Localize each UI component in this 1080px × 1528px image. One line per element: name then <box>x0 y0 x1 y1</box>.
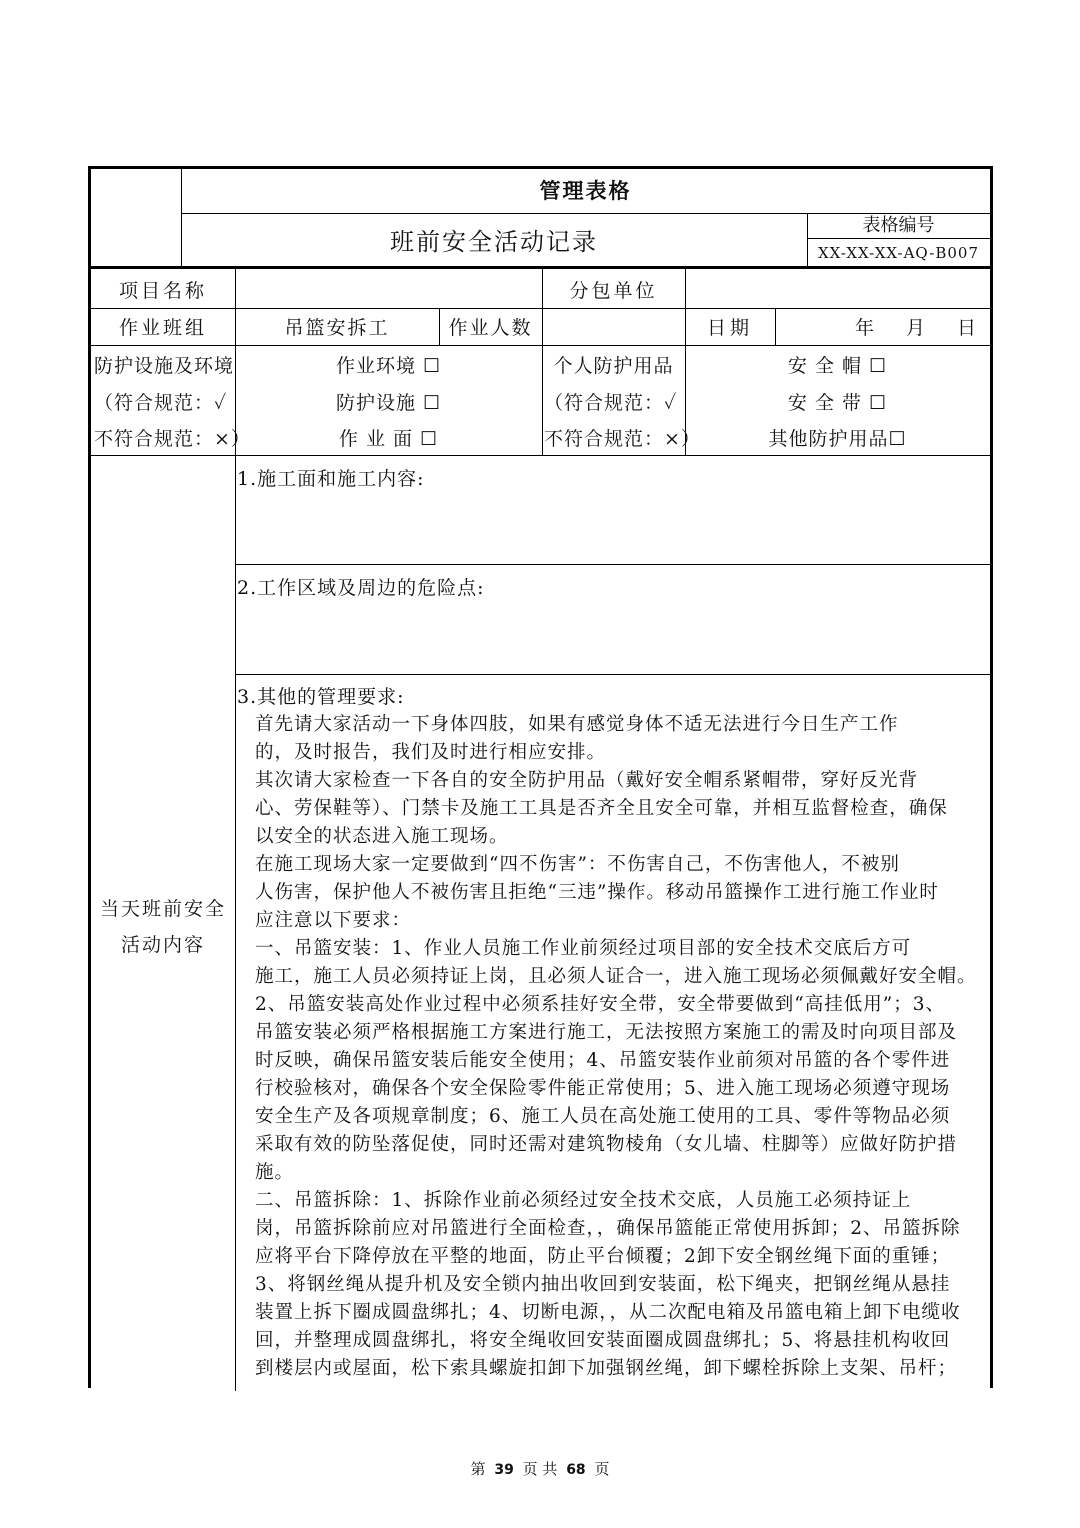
date-label: 日期 <box>706 317 753 339</box>
work-team-label: 作业班组 <box>118 317 207 339</box>
text-line: 人伤害，保护他人不被伤害且拒绝“三违”操作。移动吊篮操作工进行施工作业时 <box>255 882 939 903</box>
text-line: 一、吊篮安装：1、作业人员施工作业前须经过项目部的安全技术交底后方可 <box>255 938 912 959</box>
header-divider-code-row <box>807 238 990 239</box>
text-line: 到楼层内或屋面，松下索具螺旋扣卸下加强钢丝绳，卸下螺栓拆除上支架、吊杆； <box>255 1358 958 1379</box>
col-divider-date <box>775 308 776 345</box>
form-number-label: 表格编号 <box>862 215 935 236</box>
text-line: 应注意以下要求： <box>255 910 412 931</box>
header-divider-mid <box>181 213 990 214</box>
text-line: 2、吊篮安装高处作业过程中必须系挂好安全带，安全带要做到“高挂低用”；3、 <box>255 994 945 1015</box>
subcontractor-label: 分包单位 <box>569 280 658 302</box>
text-line: 装置上拆下圈成圆盘绑扎；4、切断电源，，从二次配电箱及吊篮电箱上卸下电缆收 <box>255 1302 961 1323</box>
text-line: 安全生产及各项规章制度；6、施工人员在高处施工使用的工具、零件等物品必须 <box>255 1106 951 1127</box>
text-line: 岗，吊篮拆除前应对吊篮进行全面检查，，确保吊篮能正常使用拆卸；2、吊篮拆除 <box>255 1218 961 1239</box>
work-team-value[interactable]: 吊篮安拆工 <box>284 317 390 339</box>
env-protection-label: 防护设施及环境 <box>94 355 235 377</box>
text-line: 吊篮安装必须严格根据施工方案进行施工，无法按照方案施工的需及时向项目部及 <box>255 1022 958 1043</box>
row-divider-2 <box>91 345 990 346</box>
text-line: 回，并整理成圆盘绑扎，将安全绳收回安装面圈成圆盘绑扎；5、将悬挂机构收回 <box>255 1330 951 1351</box>
management-requirements-text <box>255 711 987 1383</box>
text-line: 3、将钢丝绳从提升机及安全锁内抽出收回到安装面，松下绳夹，把钢丝绳从悬挂 <box>255 1274 951 1295</box>
form-number: XX-XX-XX-AQ-B007 <box>817 244 979 262</box>
section-management-heading: 3.其他的管理要求: <box>237 686 405 708</box>
ppe-compliant-note: （符合规范：✓ <box>544 392 678 414</box>
env-protection-noncompliant-note: 不符合规范：×） <box>94 428 251 450</box>
checkbox-work-surface[interactable]: 作 业 面 ☐ <box>338 428 439 450</box>
ppe-label: 个人防护用品 <box>553 355 674 377</box>
text-line: 在施工现场大家一定要做到“四不伤害”：不伤害自己，不伤害他人，不被别 <box>255 854 900 875</box>
section-divider-2 <box>235 674 990 675</box>
header-bottom-border <box>91 266 990 269</box>
worker-count-label: 作业人数 <box>448 317 533 339</box>
checkbox-work-environment[interactable]: 作业环境 ☐ <box>335 355 442 377</box>
activity-content-label-line2: 活动内容 <box>120 934 205 956</box>
footer-suffix: 页 <box>594 1460 610 1478</box>
section-hazards-heading: 2.工作区域及周边的危险点: <box>237 577 485 599</box>
env-protection-compliant-note: （符合规范：✓ <box>94 392 228 414</box>
text-line: 应将平台下降停放在平整的地面，防止平台倾覆；2卸下安全钢丝绳下面的重锤； <box>255 1246 951 1267</box>
date-month[interactable]: 月 <box>906 317 926 339</box>
text-line: 其次请大家检查一下各自的安全防护用品（戴好安全帽系紧帽带，穿好反光背 <box>255 770 919 791</box>
ppe-noncompliant-note: 不符合规范：×） <box>544 428 701 450</box>
text-line: 行校验核对，确保各个安全保险零件能正常使用；5、进入施工现场必须遵守现场 <box>255 1078 951 1099</box>
current-page-number: 39 <box>494 1462 514 1478</box>
page-footer <box>0 1458 1080 1479</box>
text-line: 的，及时报告，我们及时进行相应安排。 <box>255 742 607 763</box>
form-table <box>88 166 993 1388</box>
text-line: 首先请大家活动一下身体四肢，如果有感觉身体不适无法进行今日生产工作 <box>255 714 899 735</box>
section-divider-1 <box>235 564 990 565</box>
total-page-number: 68 <box>566 1462 586 1478</box>
checkbox-other-ppe[interactable]: 其他防护用品☐ <box>768 428 907 450</box>
text-line: 心、劳保鞋等）、门禁卡及施工工具是否齐全且安全可靠，并相互监督检查，确保 <box>255 798 948 819</box>
checkbox-safety-helmet[interactable]: 安 全 帽 ☐ <box>787 355 888 377</box>
date-year[interactable]: 年 <box>855 317 875 339</box>
row-divider-1 <box>91 308 990 309</box>
text-line: 时反映，确保吊篮安装后能安全使用；4、吊篮安装作业前须对吊篮的各个零件进 <box>255 1050 951 1071</box>
form-title: 班前安全活动记录 <box>390 228 598 256</box>
section-work-content-heading: 1.施工面和施工内容: <box>237 468 425 490</box>
text-line: 采取有效的防坠落促使，同时还需对建筑物棱角（女儿墙、柱脚等）应做好防护措 <box>255 1134 958 1155</box>
text-line: 施工，施工人员必须持证上岗，且必须人证合一，进入施工现场必须佩戴好安全帽。 <box>255 966 977 987</box>
date-day[interactable]: 日 <box>957 317 977 339</box>
footer-page-word: 页 <box>522 1460 538 1478</box>
form-category: 管理表格 <box>539 179 632 203</box>
row-divider-3 <box>91 455 990 456</box>
text-line: 以安全的状态进入施工现场。 <box>255 826 509 847</box>
project-name-label: 项目名称 <box>118 280 207 302</box>
text-line: 施。 <box>255 1162 295 1183</box>
checkbox-protective-facilities[interactable]: 防护设施 ☐ <box>335 392 442 414</box>
footer-prefix: 第 <box>470 1460 486 1478</box>
checkbox-safety-belt[interactable]: 安 全 带 ☐ <box>787 392 888 414</box>
text-line: 二、吊篮拆除：1、拆除作业前必须经过安全技术交底，人员施工必须持证上 <box>255 1190 912 1211</box>
activity-content-label-line1: 当天班前安全 <box>99 898 226 920</box>
footer-total-word: 共 <box>542 1460 558 1478</box>
